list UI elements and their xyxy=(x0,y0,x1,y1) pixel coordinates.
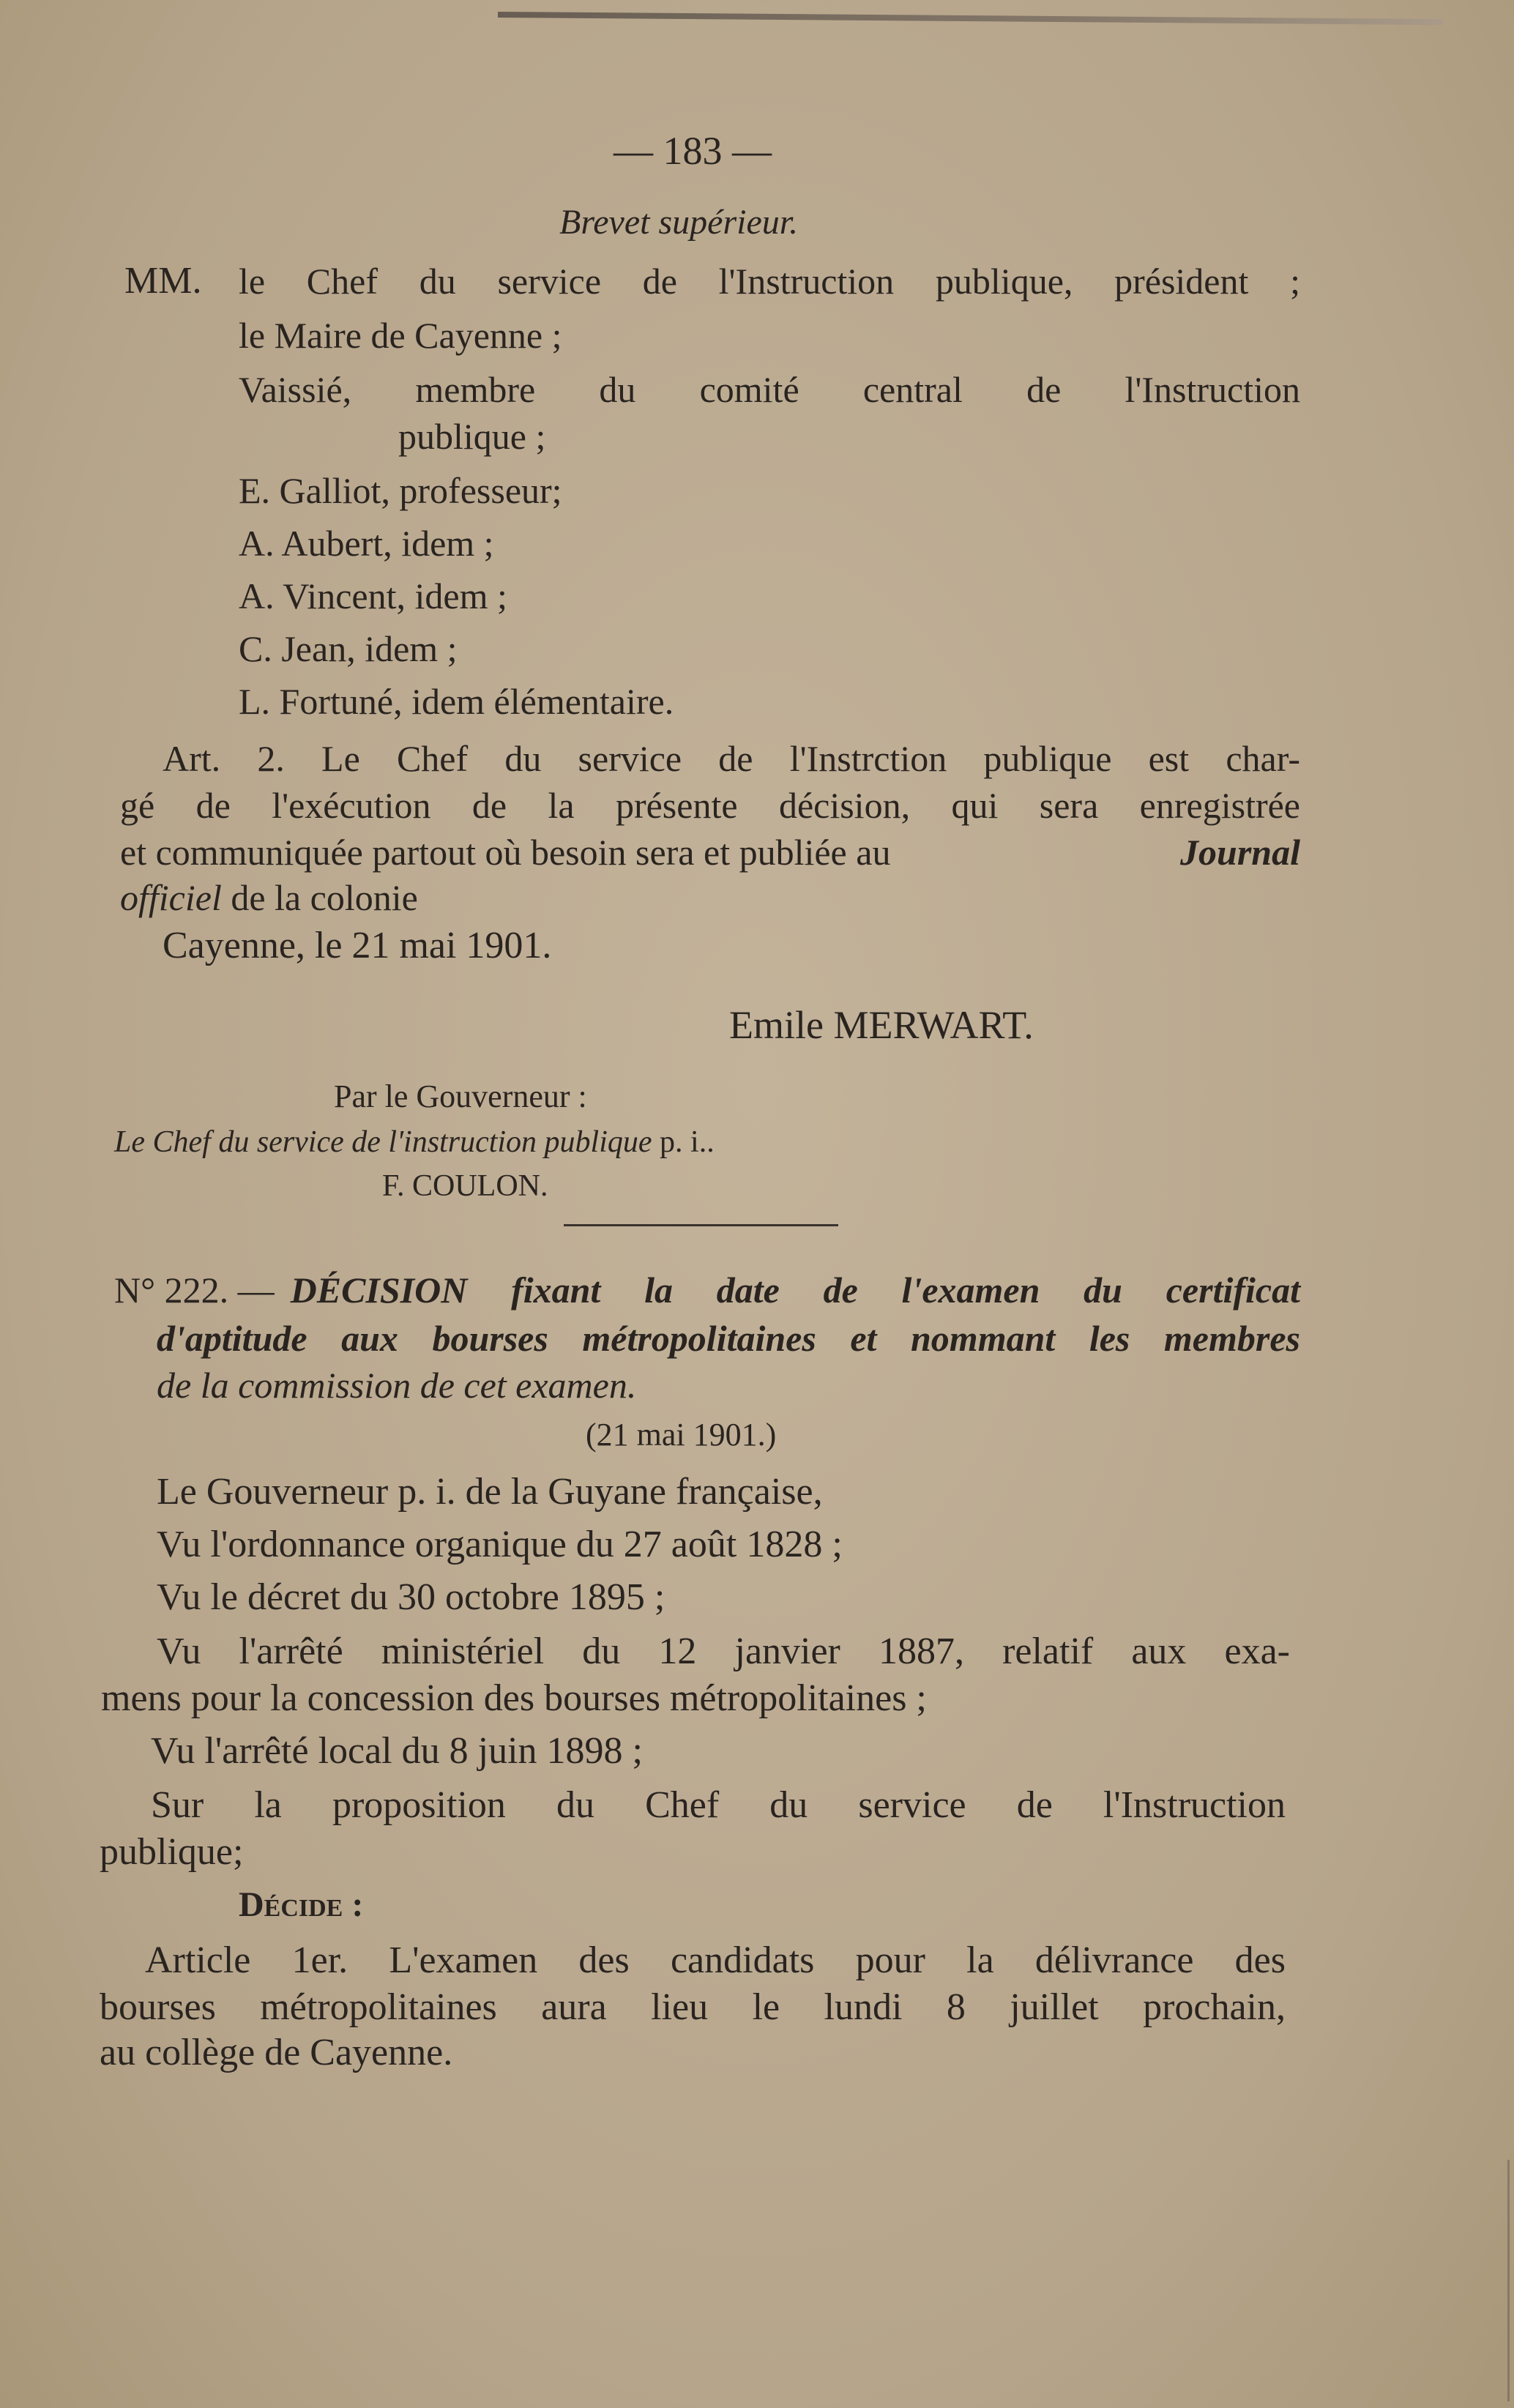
vu-decret: Vu le décret du 30 octobre 1895 ; xyxy=(157,1576,665,1618)
page-number: — 183 — xyxy=(614,129,772,173)
date-place: Cayenne, le 21 mai 1901. xyxy=(163,925,552,966)
member-line-7: C. Jean, idem ; xyxy=(239,628,458,669)
chief-title: Le Chef du service de l'instruction publique xyxy=(114,1125,652,1159)
section-divider xyxy=(564,1224,838,1226)
chief-title-suffix: p. i.. xyxy=(660,1125,715,1159)
decision-date: (21 mai 1901.) xyxy=(586,1417,777,1453)
members-prefix: MM. xyxy=(124,260,202,302)
sur-proposition-2: publique; xyxy=(100,1831,244,1873)
member-line-2: le Maire de Cayenne ; xyxy=(239,315,562,356)
article2-line-3-text: et communiquée partout où besoin sera et publiée au xyxy=(120,832,891,873)
gouverneur-line: Le Gouverneur p. i. de la Guyane française, xyxy=(157,1471,823,1513)
article2-line-3 xyxy=(120,830,1300,874)
article2-line-4 xyxy=(120,876,418,920)
journal-word: Journal xyxy=(1180,832,1300,873)
decision-title-2: d'aptitude aux bourses métropolitaines et nommant les membres xyxy=(157,1318,1300,1359)
member-line-3a: Vaissié, membre du comité central de l'Instruction xyxy=(239,369,1300,410)
governor-signature: Emile MERWART. xyxy=(729,1003,1034,1047)
decision-title-3: de la commission de cet examen. xyxy=(157,1365,637,1406)
decision-number: N° 222. — xyxy=(114,1270,275,1311)
chief-title-line xyxy=(114,1120,715,1164)
chief-name: F. COULON. xyxy=(382,1169,548,1203)
by-governor: Par le Gouverneur : xyxy=(334,1078,587,1114)
member-line-6: A. Vincent, idem ; xyxy=(239,575,507,616)
member-line-5: A. Aubert, idem ; xyxy=(239,523,494,564)
page-right-edge-line xyxy=(1507,2160,1510,2401)
article1-line-3: au collège de Cayenne. xyxy=(100,2032,453,2073)
page-top-edge-line xyxy=(498,12,1442,25)
vu-arrete-ministeriel-2: mens pour la concession des bourses métropolitaines ; xyxy=(101,1677,927,1719)
article1-line-2: bourses métropolitaines aura lieu le lundi 8 juillet prochain, xyxy=(100,1986,1286,2028)
article2-line-2: gé de l'exécution de la présente décision, qui sera enregistrée xyxy=(120,785,1300,826)
member-line-3b: publique ; xyxy=(398,416,546,457)
decision-title-line-1 xyxy=(114,1268,1300,1312)
decision-title-1: DÉCISION fixant la date de l'examen du certificat xyxy=(290,1270,1300,1311)
vu-arrete-ministeriel-1: Vu l'arrêté ministériel du 12 janvier 1887, relatif aux exa- xyxy=(157,1630,1290,1672)
member-line-1: le Chef du service de l'Instruction publique, président ; xyxy=(239,261,1300,302)
sur-proposition-1: Sur la proposition du Chef du service de l'Instruction xyxy=(151,1784,1286,1826)
vu-ordonnance: Vu l'ordonnance organique du 27 août 1828 ; xyxy=(157,1524,843,1565)
member-line-8: L. Fortuné, idem élémentaire. xyxy=(239,681,674,722)
article2-line-4-rest: de la colonie xyxy=(231,877,418,918)
officiel-word: officiel xyxy=(120,877,222,918)
vu-arrete-local: Vu l'arrêté local du 8 juin 1898 ; xyxy=(151,1730,643,1772)
section-title: Brevet supérieur. xyxy=(559,203,799,242)
decide-heading: Décide : xyxy=(239,1885,364,1924)
member-line-4: E. Galliot, professeur; xyxy=(239,470,562,511)
article1-line-1: Article 1er. L'examen des candidats pour la délivrance des xyxy=(145,1939,1286,1981)
article2-line-1: Art. 2. Le Chef du service de l'Instrction publique est char- xyxy=(163,738,1300,779)
